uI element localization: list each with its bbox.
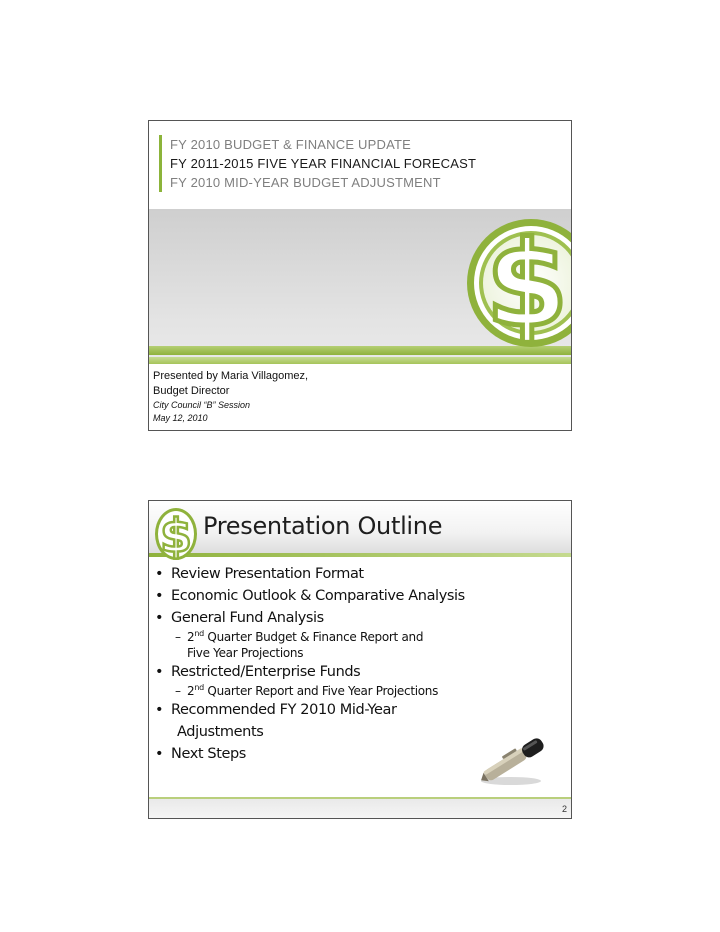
title-line-1: FY 2010 BUDGET & FINANCE UPDATE <box>170 137 411 152</box>
sub-list-item: – 2nd Quarter Budget & Finance Report and Five Year Projections <box>175 629 424 660</box>
session-label: City Council “B” Session <box>153 400 251 410</box>
svg-text:$: $ <box>485 215 569 353</box>
title-line-3: FY 2010 MID-YEAR BUDGET ADJUSTMENT <box>170 175 441 190</box>
title-line-2: FY 2011-2015 FIVE YEAR FINANCIAL FORECAST <box>170 156 477 171</box>
sub-list-item: – 2nd Quarter Report and Five Year Projections <box>175 683 439 698</box>
slide-title: Presentation Outline <box>203 512 443 540</box>
list-item: • Recommended FY 2010 Mid-Year Adjustments <box>155 702 397 740</box>
header-accent-bar <box>149 553 572 557</box>
session-date: May 12, 2010 <box>153 413 208 423</box>
slide-footer <box>149 797 572 819</box>
presenter-title: Budget Director <box>153 385 230 397</box>
outline-slide <box>148 500 572 819</box>
presenter-line: Presented by Maria Villagomez, <box>153 370 309 382</box>
list-item: • General Fund Analysis <box>155 610 324 626</box>
page-number: 2 <box>561 804 567 814</box>
title-slide <box>148 120 572 431</box>
list-item: • Next Steps <box>155 746 246 762</box>
dollar-sign-icon <box>467 213 572 355</box>
list-item: • Economic Outlook & Comparative Analysis <box>155 588 465 604</box>
list-item: • Restricted/Enterprise Funds <box>155 664 361 680</box>
pen-icon <box>475 729 555 789</box>
dollar-sign-icon <box>153 505 199 563</box>
list-item: • Review Presentation Format <box>155 566 364 582</box>
title-block <box>159 135 476 192</box>
green-accent-bar-light <box>149 357 572 364</box>
presenter-info <box>153 369 308 425</box>
svg-text:$: $ <box>159 509 193 563</box>
